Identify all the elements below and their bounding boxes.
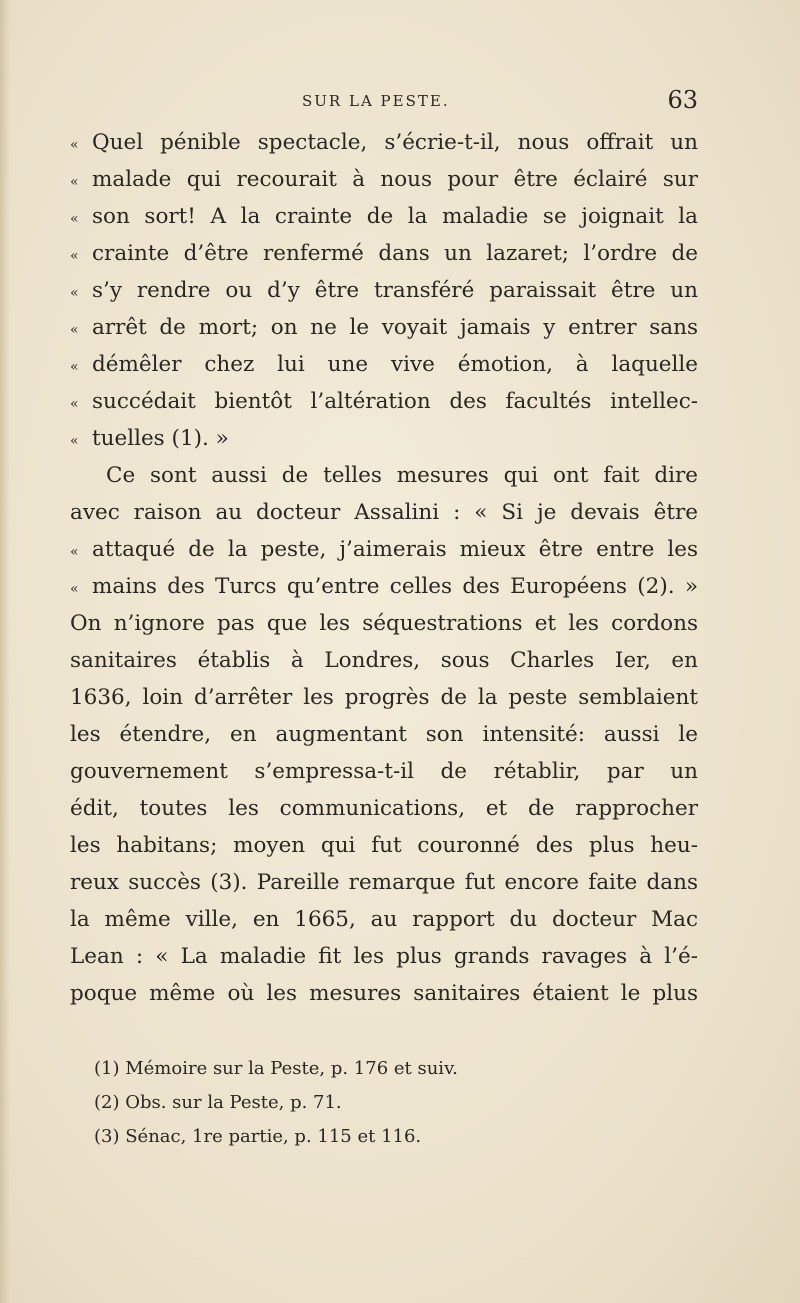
text-line (70, 827, 698, 864)
text-line (70, 679, 698, 716)
quote-mark: « (70, 285, 79, 301)
text-line (70, 938, 698, 975)
line-text: arrêt de mort; on ne le voyait jamais y entrer sans (92, 315, 698, 340)
text-line (70, 790, 698, 827)
line-text: crainte d’être renfermé dans un lazaret; l’ordre de (92, 241, 698, 266)
text-line (70, 272, 698, 309)
footnote: (1) Mémoire sur la Peste, p. 176 et suiv. (94, 1058, 458, 1079)
line-text: reux succès (3). Pareille remarque fut encore faite dans (70, 870, 698, 895)
quote-mark: « (70, 544, 79, 560)
text-line (70, 753, 698, 790)
quote-mark: « (70, 322, 79, 338)
footnotes (94, 1052, 534, 1154)
text-line (70, 420, 698, 457)
text-line (70, 975, 698, 1012)
quote-mark: « (70, 433, 79, 449)
text-line (70, 161, 698, 198)
line-text: mains des Turcs qu’entre celles des Européens (2). » (92, 574, 698, 599)
line-text: la même ville, en 1665, au rapport du docteur Mac (70, 907, 698, 932)
line-text: Quel pénible spectacle, s’écrie-t-il, nous offrait un (92, 130, 698, 155)
text-line (70, 198, 698, 235)
quote-mark: « (70, 359, 79, 375)
running-head-title: SUR LA PESTE. (302, 92, 450, 110)
line-text: s’y rendre ou d’y être transféré paraissait être un (92, 278, 698, 303)
text-line (70, 124, 698, 161)
line-text: tuelles (1). » (92, 426, 229, 451)
line-text: 1636, loin d’arrêter les progrès de la peste semblaient (70, 685, 698, 710)
line-text: avec raison au docteur Assalini : « Si je devais être (70, 500, 698, 525)
line-text: sanitaires établis à Londres, sous Charles Ier, en (70, 648, 698, 673)
page-number: 63 (667, 86, 698, 114)
line-text: gouvernement s’empressa-t-il de rétablir, par un (70, 759, 698, 784)
line-text: démêler chez lui une vive émotion, à laquelle (92, 352, 698, 377)
text-line (70, 716, 698, 753)
footnote: (3) Sénac, 1re partie, p. 115 et 116. (94, 1126, 422, 1147)
line-text: édit, toutes les communications, et de rapprocher (70, 796, 698, 821)
line-text: les étendre, en augmentant son intensité: aussi le (70, 722, 698, 747)
quote-mark: « (70, 137, 79, 153)
text-line (70, 605, 698, 642)
text-line (70, 642, 698, 679)
body-text (70, 124, 698, 1012)
text-line (70, 494, 698, 531)
text-line (70, 901, 698, 938)
text-line (70, 383, 698, 420)
footnote: (2) Obs. sur la Peste, p. 71. (94, 1092, 342, 1113)
text-line (70, 346, 698, 383)
text-line (70, 457, 698, 494)
line-text: malade qui recourait à nous pour être éclairé sur (92, 167, 698, 192)
line-text: attaqué de la peste, j’aimerais mieux être entre les (92, 537, 698, 562)
line-text: les habitans; moyen qui fut couronné des plus heu- (70, 833, 698, 858)
quote-mark: « (70, 248, 79, 264)
page-edge-shadow (0, 0, 10, 1303)
line-text: succédait bientôt l’altération des facultés intellec- (92, 389, 698, 414)
line-text: son sort! A la crainte de la maladie se joignait la (92, 204, 698, 229)
quote-mark: « (70, 174, 79, 190)
running-head (70, 86, 698, 120)
line-text: poque même où les mesures sanitaires étaient le plus (70, 981, 698, 1006)
text-line (70, 235, 698, 272)
text-line (70, 531, 698, 568)
quote-mark: « (70, 581, 79, 597)
line-text: Ce sont aussi de telles mesures qui ont fait dire (106, 463, 698, 488)
quote-mark: « (70, 211, 79, 227)
text-line (70, 568, 698, 605)
quote-mark: « (70, 396, 79, 412)
text-line (70, 309, 698, 346)
line-text: Lean : « La maladie fit les plus grands ravages à l’é- (70, 944, 698, 969)
line-text: On n’ignore pas que les séquestrations et les cordons (70, 611, 698, 636)
text-line (70, 864, 698, 901)
